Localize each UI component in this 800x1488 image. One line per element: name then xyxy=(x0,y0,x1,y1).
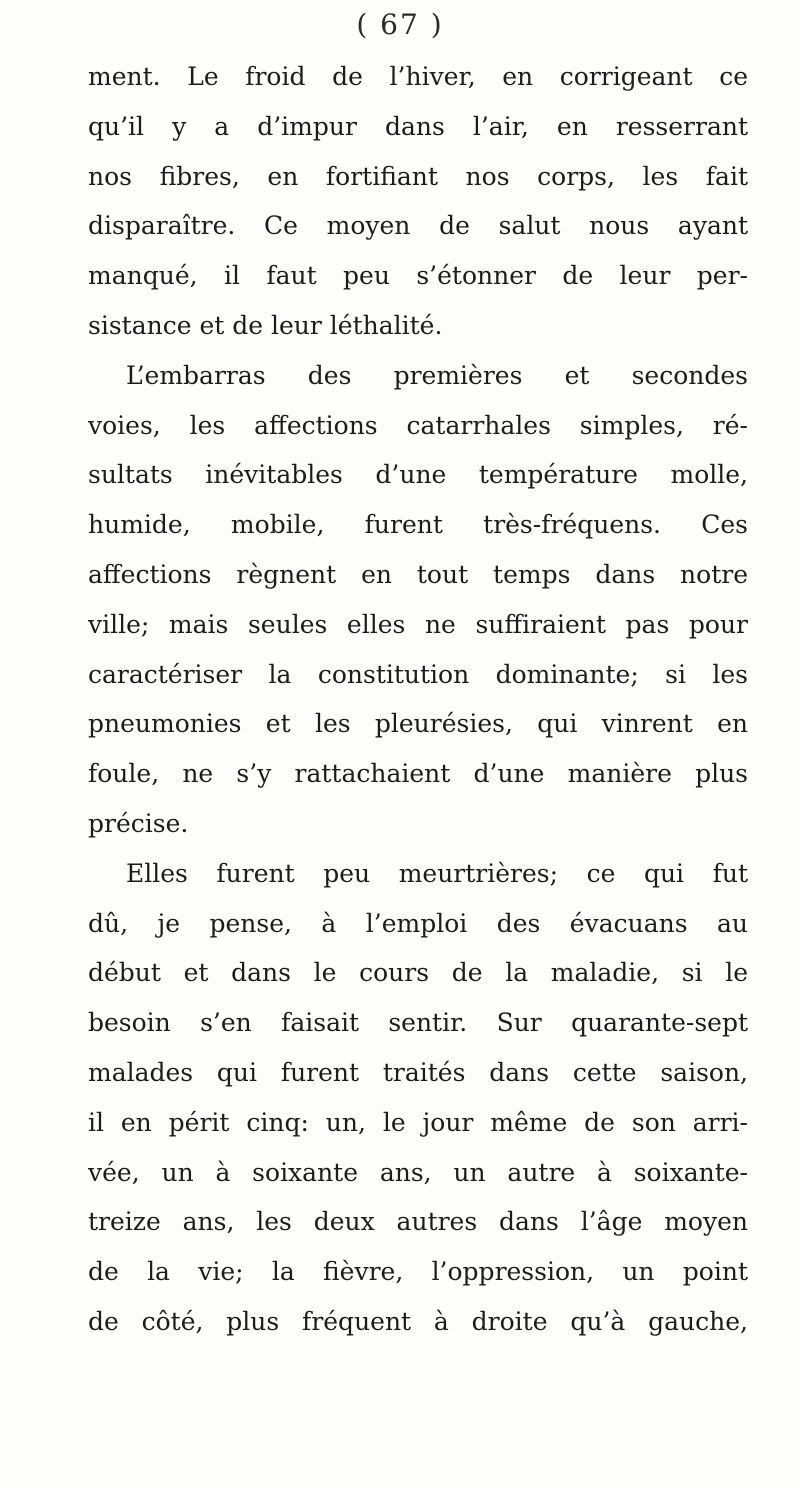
text-line: besoin s’en faisait sentir. Sur quarante-sept xyxy=(88,1008,748,1038)
text-line: précise. xyxy=(88,808,189,838)
page-number: ( 67 ) xyxy=(356,8,444,41)
text-line: ville; mais seules elles ne suffiraient pas pour xyxy=(88,609,748,639)
text-line: malades qui furent traités dans cette saison, xyxy=(88,1057,748,1087)
text-line: sultats inévitables d’une température molle, xyxy=(88,460,748,490)
text-line: de la vie; la fièvre, l’oppression, un point xyxy=(88,1257,748,1287)
text-line: voies, les affections catarrhales simples, ré- xyxy=(88,410,748,440)
text-line: affections règnent en tout temps dans notre xyxy=(88,559,748,589)
text-line: pneumonies et les pleurésies, qui vinrent en xyxy=(88,709,748,739)
text-line: manqué, il faut peu s’étonner de leur per- xyxy=(88,261,748,291)
text-line: disparaître. Ce moyen de salut nous ayant xyxy=(88,211,748,241)
text-line: début et dans le cours de la maladie, si le xyxy=(88,958,748,988)
text-line: treize ans, les deux autres dans l’âge moyen xyxy=(88,1207,748,1237)
text-line: il en périt cinq: un, le jour même de son arri- xyxy=(88,1107,748,1137)
text-line: humide, mobile, furent très-fréquens. Ces xyxy=(88,510,748,540)
text-line: qu’il y a d’impur dans l’air, en resserrant xyxy=(88,111,748,141)
text-line: nos fibres, en fortifiant nos corps, les fait xyxy=(88,161,748,191)
text-line: de côté, plus fréquent à droite qu’à gauche, xyxy=(88,1306,748,1336)
text-line: foule, ne s’y rattachaient d’une manière plus xyxy=(88,759,748,789)
text-line: ment. Le froid de l’hiver, en corrigeant ce xyxy=(88,62,748,91)
text-line: caractériser la constitution dominante; si les xyxy=(88,659,748,689)
text-line: L’embarras des premières et secondes xyxy=(126,360,748,390)
body-text xyxy=(88,52,748,1347)
text-line: vée, un à soixante ans, un autre à soixante- xyxy=(88,1157,748,1187)
text-line: sistance et de leur léthalité. xyxy=(88,310,443,340)
text-line: dû, je pense, à l’emploi des évacuans au xyxy=(88,908,748,938)
text-line: Elles furent peu meurtrières; ce qui fut xyxy=(126,858,748,888)
